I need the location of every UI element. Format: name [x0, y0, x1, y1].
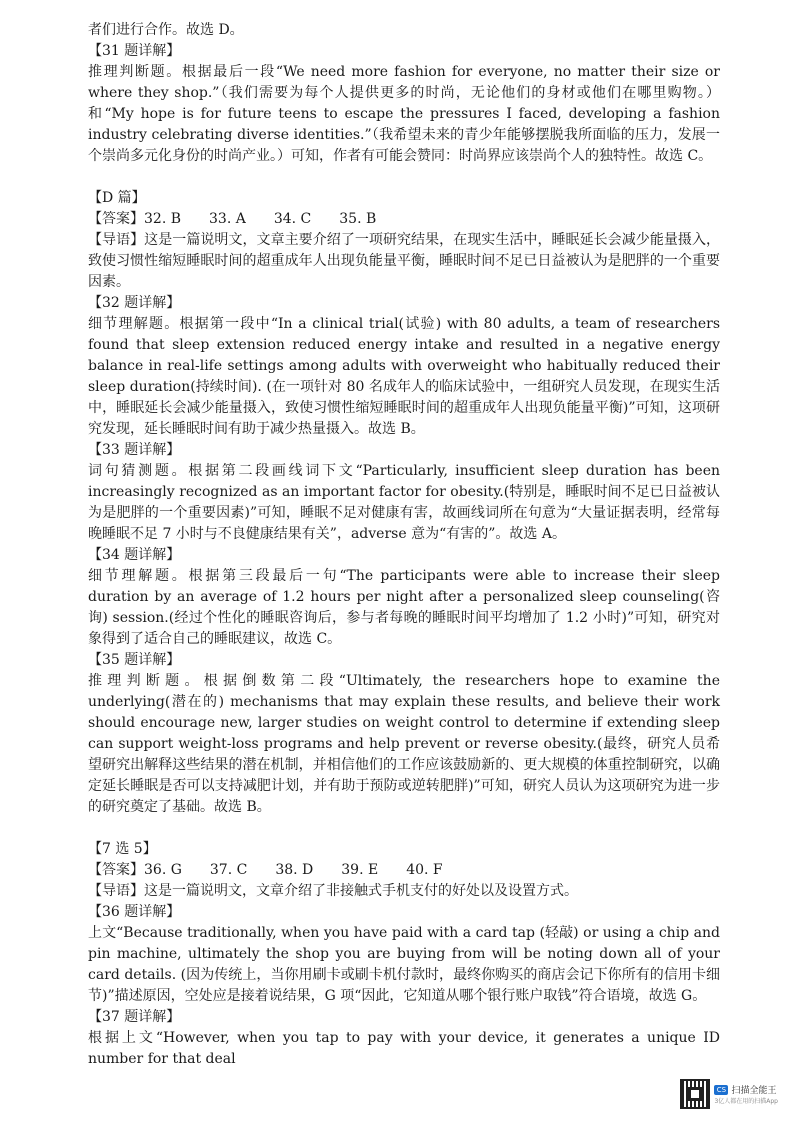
spacer	[88, 818, 720, 839]
paragraph: 推理判断题。根据倒数第二段“Ultimately, the researchers hope to examine the underlying(潜在的) mechanisms that may explain these results, and believe their work should encourage new, larger studies on weight control to determine if extending sleep can support weight-loss programs and help prevent or reverse obesity.(最终，研究人员希望研究出解释这些结果的潜在机制，并相信他们的工作应该鼓励新的、更大规模的体重控制研究，以确定延长睡眠是否可以支持减肥计划，并有助于预防或逆转肥胖)”可知，研究人员认为这项研究为进一步的研究奠定了基础。故选 B。	[88, 673, 720, 815]
section-heading-36: 【36 题详解】	[88, 904, 181, 920]
watermark-title: 扫描全能王	[731, 1086, 777, 1096]
watermark-title-row	[714, 1083, 778, 1096]
paragraph: 【导语】这是一篇说明文，文章介绍了非接触式手机支付的好处以及设置方式。	[88, 883, 578, 899]
section-heading-37: 【37 题详解】	[88, 1009, 181, 1025]
paragraph: 细节理解题。根据第三段最后一句“The participants were able to increase their sleep duration by an average of 1.2 hours per night after a personalized sleep counseling(咨询) session.(经过个性化的睡眠咨询后，参与者每晚的睡眠时间平均增加了 1.2 小时)”可知，研究对象得到了适合自己的睡眠建议，故选 C。	[88, 568, 720, 647]
watermark-text	[714, 1083, 778, 1105]
qr-code-icon	[680, 1079, 710, 1109]
watermark-subtitle: 3亿人都在用的扫描App	[714, 1098, 778, 1105]
answer-line: 【答案】32. B 33. A 34. C 35. B	[88, 211, 377, 227]
paragraph: 推理判断题。根据最后一段“We need more fashion for everyone, no matter their size or where they shop.”（我们需要为每个人提供更多的时尚，无论他们的身材或他们在哪里购物。）和“My hope is for future teens to escape the pressures I faced, developing a fashion industry celebrating diverse identities.”（我希望未来的青少年能够摆脱我所面临的压力，发展一个崇尚多元化身份的时尚产业。）可知，作者有可能会赞同：时尚界应该崇尚个人的独特性。故选 C。	[88, 64, 720, 164]
section-heading-35: 【35 题详解】	[88, 652, 181, 668]
paragraph: 词句猜测题。根据第二段画线词下文“Particularly, insufficient sleep duration has been increasingly recognized as an important factor for obesity.(特别是，睡眠时间不足已日益被认为是肥胖的一个重要因素)”可知，睡眠不足对健康有害，故画线词所在句意为“大量证据表明，经常每晚睡眠不足 7 小时与不良健康结果有关”，adverse 意为“有害的”。故选 A。	[88, 463, 720, 542]
camscanner-logo-icon: CS	[714, 1085, 728, 1095]
paragraph: 根据上文“However, when you tap to pay with your device, it generates a unique ID number for that deal	[88, 1030, 720, 1067]
section-heading-32: 【32 题详解】	[88, 295, 181, 311]
document-body	[88, 20, 720, 1070]
paragraph: 【导语】这是一篇说明文，文章主要介绍了一项研究结果，在现实生活中，睡眠延长会减少能量摄入，致使习惯性缩短睡眠时间的超重成年人出现负能量平衡，睡眠时间不足已日益被认为是肥胖的一个重要因素。	[88, 232, 720, 290]
paragraph: 上文“Because traditionally, when you have paid with a card tap (轻敲) or using a chip and pin machine, ultimately the shop you are buying from will be noting down all of your card details. (因为传统上，当你用刷卡或刷卡机付款时，最终你购买的商店会记下你所有的信用卡细节)”描述原因，空处应是接着说结果，G 项“因此，它知道从哪个银行账户取钱”符合语境，故选 G。	[88, 925, 720, 1004]
section-heading-34: 【34 题详解】	[88, 547, 181, 563]
scanner-watermark	[680, 1079, 778, 1109]
section-heading-31: 【31 题详解】	[88, 43, 181, 59]
paragraph: 者们进行合作。故选 D。	[88, 22, 244, 38]
paragraph: 细节理解题。根据第一段中“In a clinical trial(试验) with 80 adults, a team of researchers found that sleep extension reduced energy intake and resulted in a negative energy balance in real-life settings among adults with overweight who habitually reduced their sleep duration(持续时间). (在一项针对 80 名成年人的临床试验中，一组研究人员发现，在现实生活中，睡眠延长会减少能量摄入，致使习惯性缩短睡眠时间的超重成年人出现负能量平衡)”可知，这项研究发现，延长睡眠时间有助于减少热量摄入。故选 B。	[88, 316, 720, 437]
section-heading-d: 【D 篇】	[88, 190, 146, 206]
section-heading-7of5: 【7 选 5】	[88, 841, 157, 857]
section-heading-33: 【33 题详解】	[88, 442, 181, 458]
answer-line: 【答案】36. G 37. C 38. D 39. E 40. F	[88, 862, 443, 878]
spacer	[88, 167, 720, 188]
